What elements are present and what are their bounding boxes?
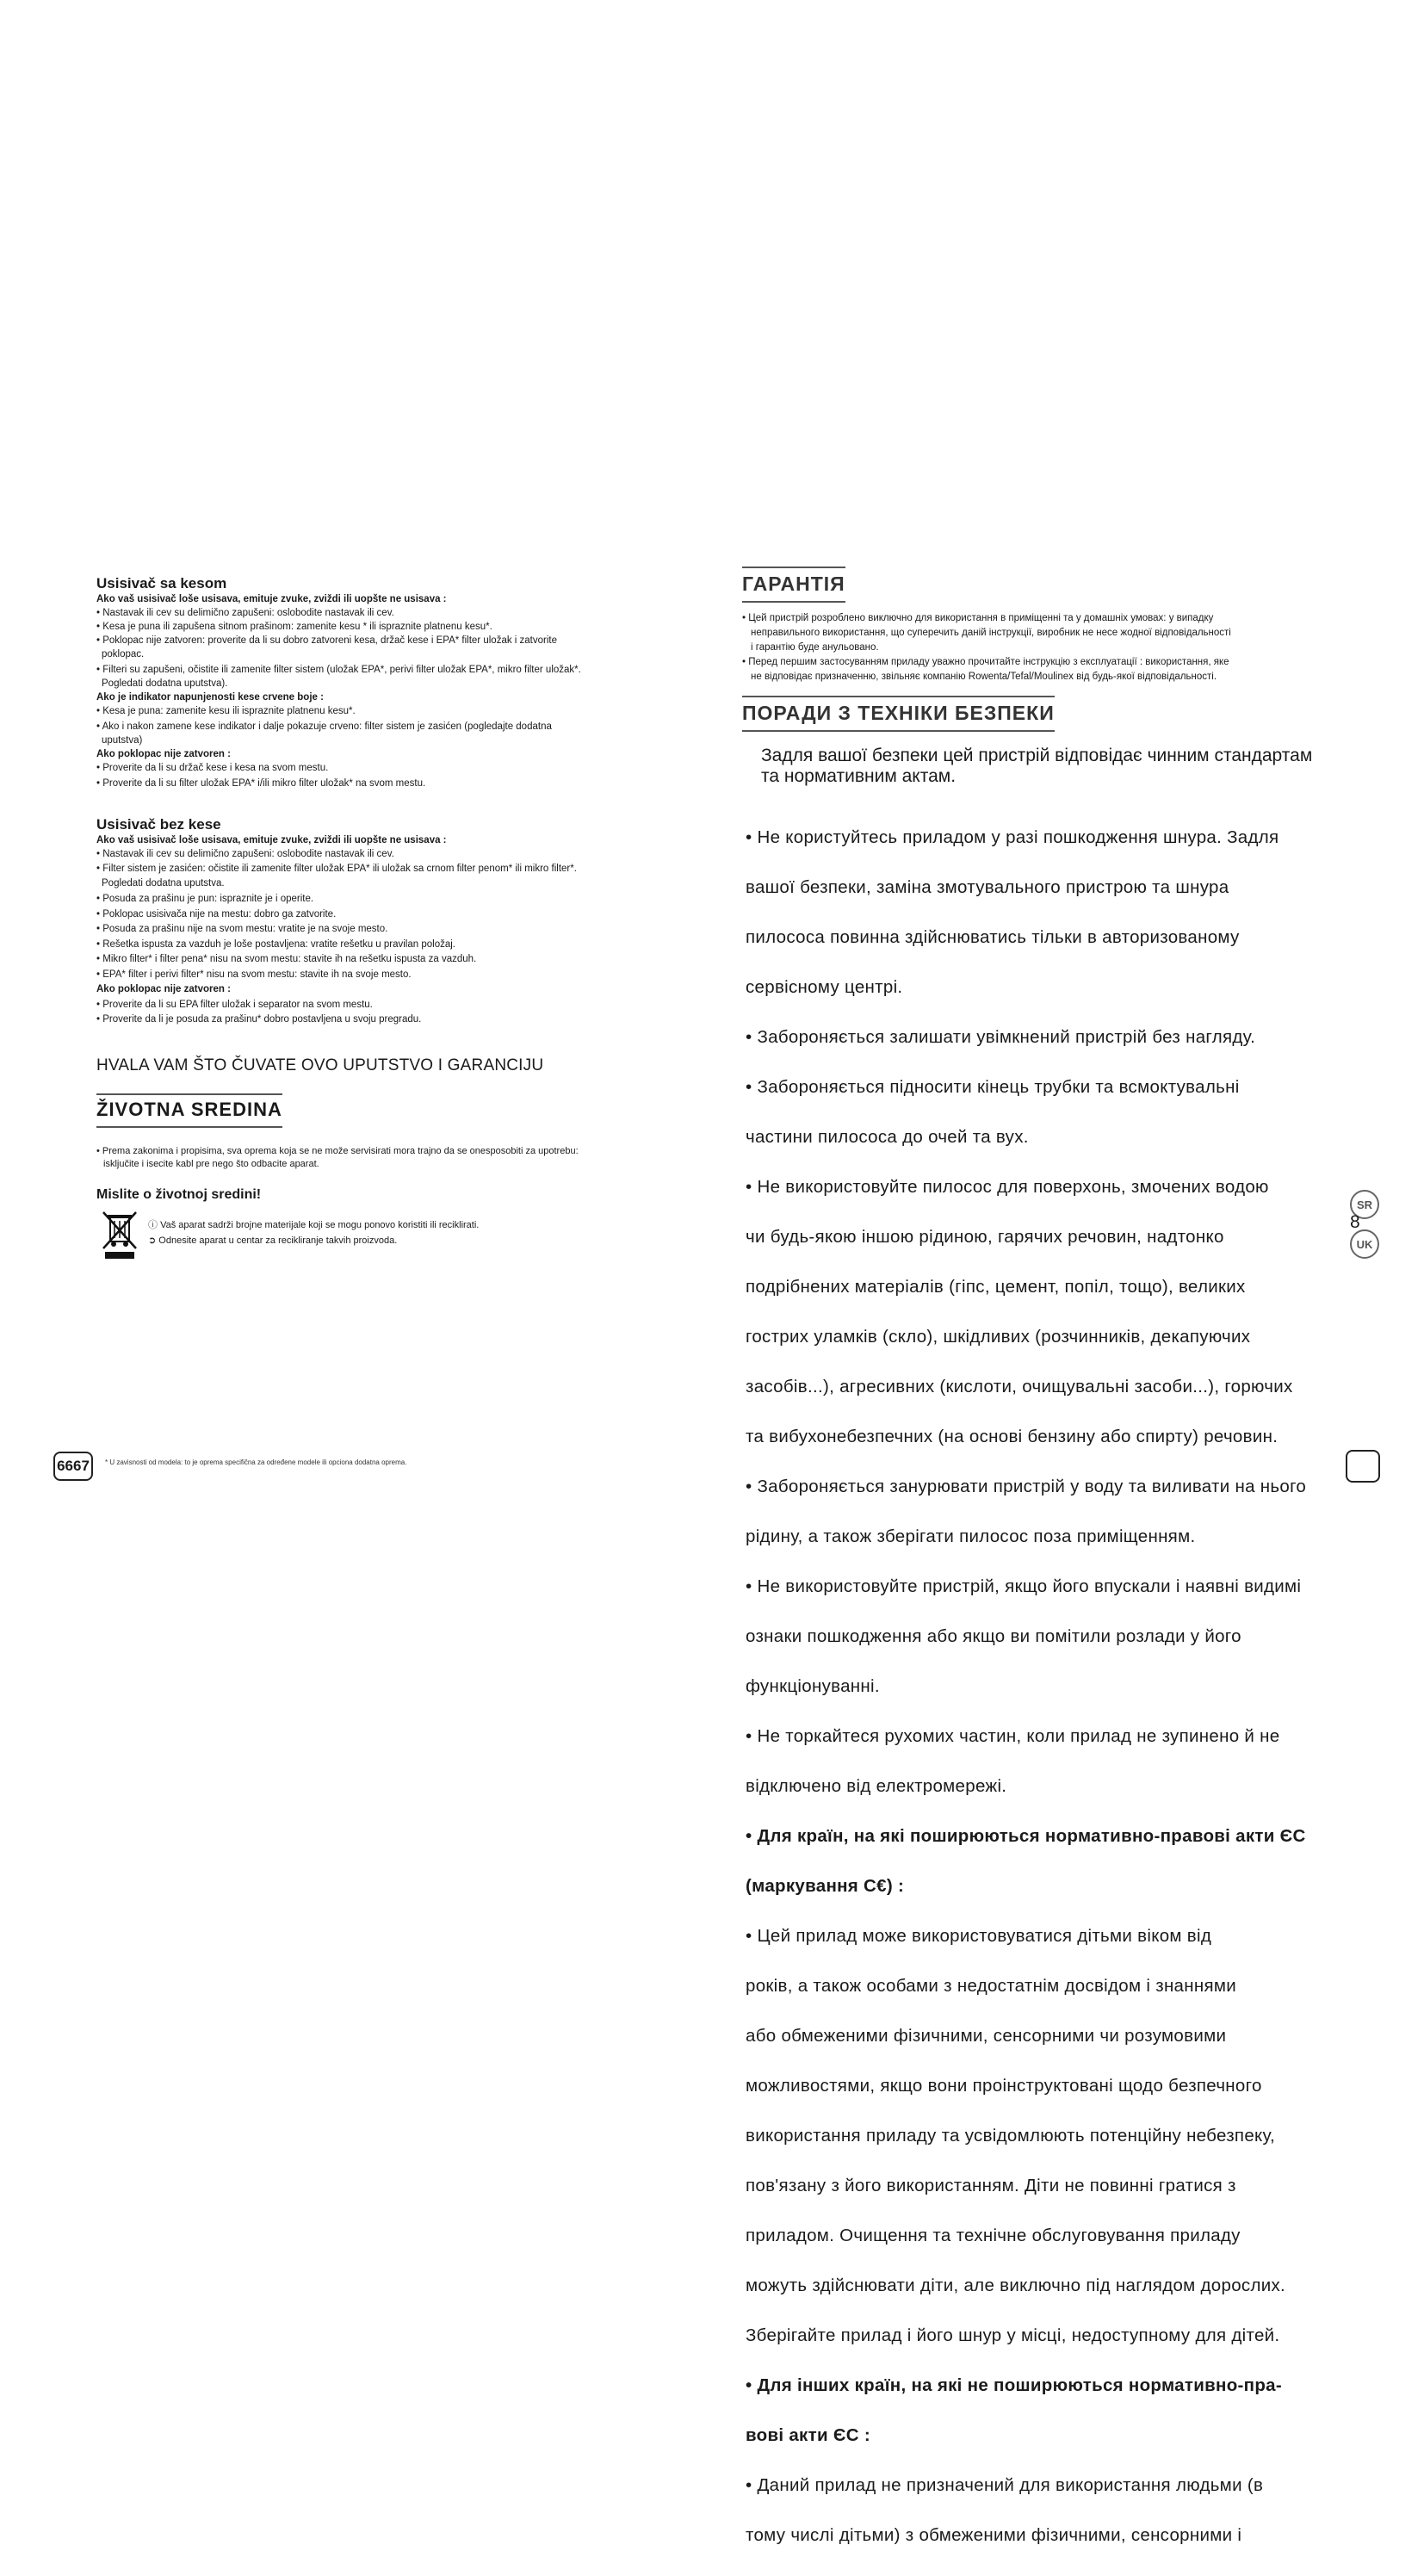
indicator-subtitle: Ako je indikator napunjenosti kese crvene boje :	[96, 692, 324, 703]
page-number-right	[1346, 1450, 1380, 1483]
footnote: * U zavisnosti od modela: to je oprema specifična za određene modele ili opciona dodatna oprema.	[105, 1458, 407, 1466]
environment-title: ŽIVOTNA SREDINA	[96, 1093, 282, 1128]
list-item: • Poklopac nije zatvoren: proverite da li su dobro zatvoreni kesa, držač kese i EPA* filter uložak i zatvorite	[96, 634, 557, 647]
safety-body: • Не користуйтесь приладом у разі пошкодження шнура. Задля вашої безпеки, заміна змотувального пристрою та шнура пилососа повинна здійснюватись тільки в авторизованому сервісному центрі. • Забороняється залишати увімкнений пристрій без нагляду. • Забороняється підносити кінець трубки та всмоктувальні частини пилососа до очей та вух. • Не використовуйте пилосос для поверхонь, змочених водою чи будь-якою іншою рідиною, гарячих речовин, надтонко подрібнених матеріалів (гіпс, цемент, попіл, тощо), великих гострих уламків (скло), шкідливих (розчинників, декапуючих засобів...), агресивних (кислоти, очищувальні засоби...), горючих та вибухонебезпечних (на основі бензину або спирту) речовин. • Забороняється занурювати пристрій у воду та виливати на нього рідину, а також зберігати пилосос поза приміщенням. • Не використовуйте пристрій, якщо його впускали і наявні видимі ознаки пошкодження або якщо ви помітили розлади у його функціонуванні. • Не торкайтеся рухомих частин, коли прилад не зупинено й не відключено від електромережі. • Для країн, на які поширюються нормативно-правові акти ЄС (маркування C€) : • Цей прилад може використовуватися дітьми віком від років, а також особами з недостатнім досвідом і знаннями або обмеженими фізичними, сенсорними чи розумовими можливостями, якщо вони проінструктовані щодо безпечного використання приладу та усвідомлюють потенційну небезпеку, пов'язану з його використанням. Діти не повинні гратися з приладом. Очищення та технічне обслуговування приладу можуть здійснювати діти, але виключно під наглядом дорослих. Зберігайте прилад і його шнур у місці, недоступному для дітей. • Для інших країн, на які не поширюються нормативно-пра- вові акти ЄС : • Даний прилад не призначений для використання людьми (в тому числі дітьми) з обмеженими фізичними, сенсорними і	[746, 827, 1307, 2545]
with-bag-subtitle: Ako vaš usisivač loše usisava, emituje zvuke, zviždi ili uopšte ne usisava :	[96, 594, 447, 604]
list-item: • Ako i nakon zamene kese indikator i dalje pokazuje crveno: filter sistem je zasićen (pogledajte dodatna	[96, 720, 552, 734]
safety-title: ПОРАДИ З ТЕХНІКИ БЕЗПЕКИ	[742, 696, 1055, 732]
info-icon: ⓘ	[148, 1220, 161, 1230]
list-item: • Filteri su zapušeni, očistite ili zamenite filter sistem (uložak EPA*, perivi filter uložak EPA*, mikro filter uložak*.	[96, 663, 581, 677]
list-item: • Posuda za prašinu je pun: ispraznite je i operite.	[96, 892, 313, 906]
list-item: • Poklopac usisivača nije na mestu: dobro ga zatvorite.	[96, 907, 336, 921]
page-number-left: 6667	[53, 1452, 93, 1481]
list-item: • Posuda za prašinu nije na svom mestu: vratite je na svoje mesto.	[96, 922, 387, 936]
list-item: • Proverite da li je posuda za prašinu* dobro postavljena u svoju pregradu.	[96, 1012, 421, 1026]
lid-subtitle-2: Ako poklopac nije zatvoren :	[96, 984, 231, 994]
with-bag-title: Usisivač sa kesom	[96, 575, 227, 591]
list-item-continuation: uputstva)	[102, 735, 143, 746]
thanks-heading: HVALA VAM ŠTO ČUVATE OVO UPUTSTVO I GARANCIJU	[96, 1056, 544, 1074]
crossed-bin-icon	[102, 1211, 139, 1259]
list-item: • Rešetka ispusta za vazduh je loše postavljena: vratite rešetku u pravilan položaj.	[96, 938, 455, 951]
env-note-info: ⓘ Vaš aparat sadrži brojne materijale koji se mogu ponovo koristiti ili reciklirati.	[148, 1220, 480, 1230]
env-paragraph: • Prema zakonima i propisima, sva oprema koja se ne može servisirati mora trajno da se onesposobiti za upotrebu: isključite i isecite kabl pre nego što odbacite aparat.	[96, 1146, 579, 1169]
language-badge-sr: SR	[1350, 1190, 1379, 1219]
arrow-right-icon: ➲	[148, 1235, 159, 1246]
warranty-title: ГАРАНТІЯ	[742, 567, 845, 603]
env-note-recycle: ➲ Odnesite aparat u centar za recikliranje takvih proizvoda.	[148, 1235, 398, 1246]
list-item: • Nastavak ili cev su delimično zapušeni: oslobodite nastavak ili cev.	[96, 606, 394, 620]
list-item: • Kesa je puna: zamenite kesu ili ispraznite platnenu kesu*.	[96, 704, 356, 718]
safety-intro: Задля вашої безпеки цей пристрій відповідає чинним стандартам та нормативним актам.	[761, 746, 1313, 786]
list-item: • Filter sistem je zasićen: očistite ili zamenite filter uložak EPA* ili uložak sa crnom filter penom* ili mikro filter*.	[96, 862, 577, 876]
list-item: • Proverite da li su držač kese i kesa na svom mestu.	[96, 761, 328, 775]
without-bag-subtitle: Ako vaš usisivač loše usisava, emituje zvuke, zviždi ili uopšte ne usisava :	[96, 835, 447, 845]
list-item-continuation: poklopac.	[102, 649, 145, 659]
list-item-continuation: Pogledati dodatna uputstva).	[102, 678, 228, 689]
language-badge-uk: UK	[1350, 1229, 1379, 1259]
env-subtitle: Mislite o životnoj sredini!	[96, 1187, 262, 1202]
without-bag-title: Usisivač bez kese	[96, 816, 221, 833]
age-number: 8	[1350, 1212, 1360, 1232]
list-item: • Proverite da li su EPA filter uložak i separator na svom mestu.	[96, 998, 373, 1012]
list-item: • Kesa je puna ili zapušena sitnom prašinom: zamenite kesu * ili ispraznite platnenu kesu*.	[96, 620, 492, 634]
list-item-continuation: Pogledati dodatna uputstva.	[102, 878, 225, 889]
lid-subtitle: Ako poklopac nije zatvoren :	[96, 749, 231, 759]
list-item: • EPA* filter i perivi filter* nisu na svom mestu: stavite ih na svoje mesto.	[96, 968, 412, 981]
list-item: • Mikro filter* i filter pena* nisu na svom mestu: stavite ih na rešetku ispusta za vazduh.	[96, 952, 476, 966]
warranty-paragraph: • Цей пристрій розроблено виключно для використання в приміщенні та у домашніх умовах: у випадку неправильного використання, що суперечить даній інструкції, виробник не несе жодної відповідальності і гарантію буде анульовано. • Перед першим застосуванням приладу уважно прочитайте інструкцію з експлуатації : використання, яке не відповідає призначенню, звільняє компанію Rowenta/Tefal/Moulinex від будь-якої відповідальності.	[742, 613, 1231, 682]
list-item: • Nastavak ili cev su delimično zapušeni: oslobodite nastavak ili cev.	[96, 847, 394, 861]
list-item: • Proverite da li su filter uložak EPA* i/ili mikro filter uložak* na svom mestu.	[96, 777, 425, 790]
